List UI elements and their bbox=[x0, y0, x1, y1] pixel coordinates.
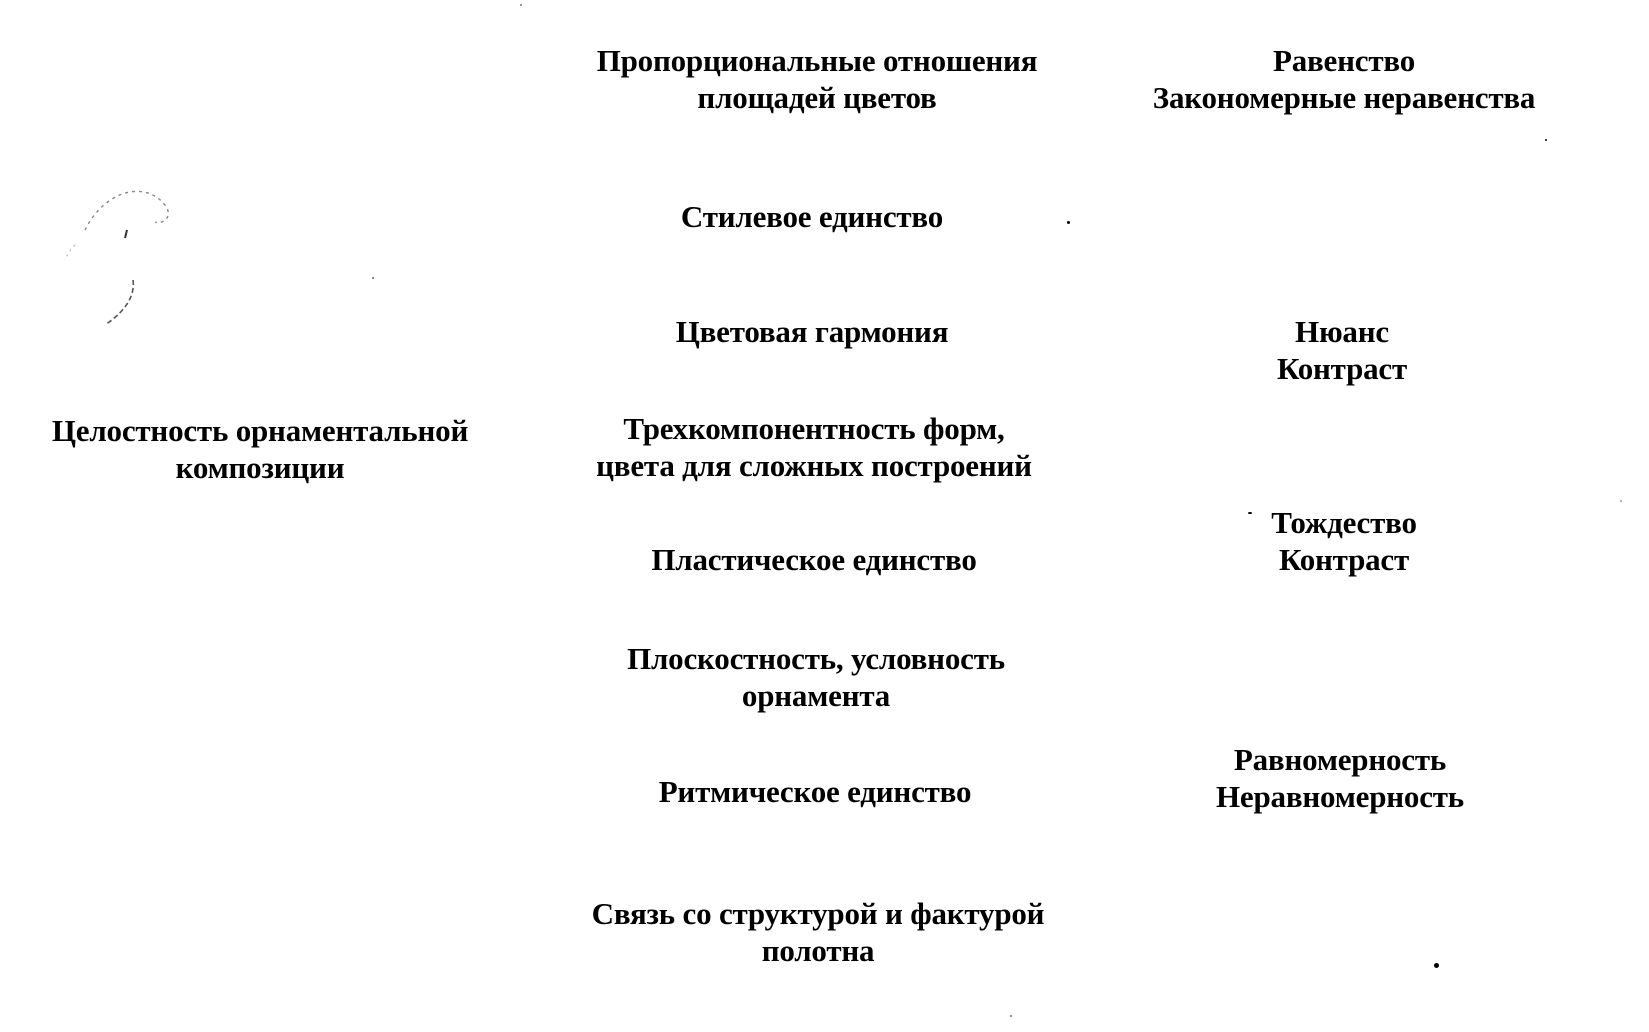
means-equality bbox=[1153, 42, 1535, 116]
means-line: Контраст bbox=[1276, 351, 1408, 386]
scan-speck bbox=[1010, 1015, 1012, 1017]
principle-line: орнамента bbox=[741, 678, 891, 713]
means-line: Равномерность bbox=[1233, 742, 1447, 777]
principle-line: полотна bbox=[761, 933, 875, 968]
means-line: Нюанс bbox=[1295, 314, 1389, 349]
means-line: Равенство bbox=[1272, 43, 1415, 78]
principle-color-harmony bbox=[676, 313, 949, 350]
principle-proportions bbox=[597, 42, 1038, 116]
principle-line: Пластическое единство bbox=[651, 542, 977, 577]
principle-line: цвета для сложных построений bbox=[596, 448, 1032, 483]
root-label-line-1: Целостность орнаментальной bbox=[51, 413, 469, 448]
principle-three-component bbox=[596, 410, 1032, 484]
scan-speck bbox=[520, 4, 522, 6]
means-line: Тождество bbox=[1271, 505, 1417, 540]
scan-speck bbox=[1545, 139, 1547, 141]
means-nuance-contrast bbox=[1277, 313, 1407, 387]
principle-flatness bbox=[627, 640, 1005, 714]
principle-line: Трехкомпонентность форм, bbox=[623, 411, 1005, 446]
principle-line: площадей цветов bbox=[697, 80, 937, 115]
means-identity-contrast bbox=[1271, 504, 1417, 578]
root-label-integrity bbox=[52, 412, 468, 486]
scan-speck bbox=[1434, 963, 1439, 968]
principle-style-unity bbox=[681, 198, 943, 235]
principle-plastic-unity bbox=[651, 541, 976, 578]
means-uniformity bbox=[1216, 741, 1464, 815]
scan-speck bbox=[1248, 512, 1252, 514]
principle-line: Плоскостность, условность bbox=[627, 641, 1005, 676]
scan-speck bbox=[1620, 500, 1622, 502]
principle-line: Связь со структурой и фактурой bbox=[591, 896, 1045, 931]
root-label-line-2: композиции bbox=[175, 450, 345, 485]
principle-fabric bbox=[592, 895, 1045, 969]
means-line: Неравномерность bbox=[1216, 779, 1464, 814]
scan-speck bbox=[1067, 221, 1070, 224]
means-line: Контраст bbox=[1278, 542, 1410, 577]
principle-line: Стилевое единство bbox=[680, 199, 944, 234]
principle-rhythm-unity bbox=[659, 773, 972, 810]
pen-scribble-mark bbox=[55, 170, 195, 340]
principle-line: Пропорциональные отношения bbox=[596, 43, 1038, 78]
scan-speck bbox=[372, 277, 374, 279]
principle-line: Цветовая гармония bbox=[675, 314, 949, 349]
means-line: Закономерные неравенства bbox=[1152, 80, 1536, 115]
principle-line: Ритмическое единство bbox=[658, 774, 972, 809]
